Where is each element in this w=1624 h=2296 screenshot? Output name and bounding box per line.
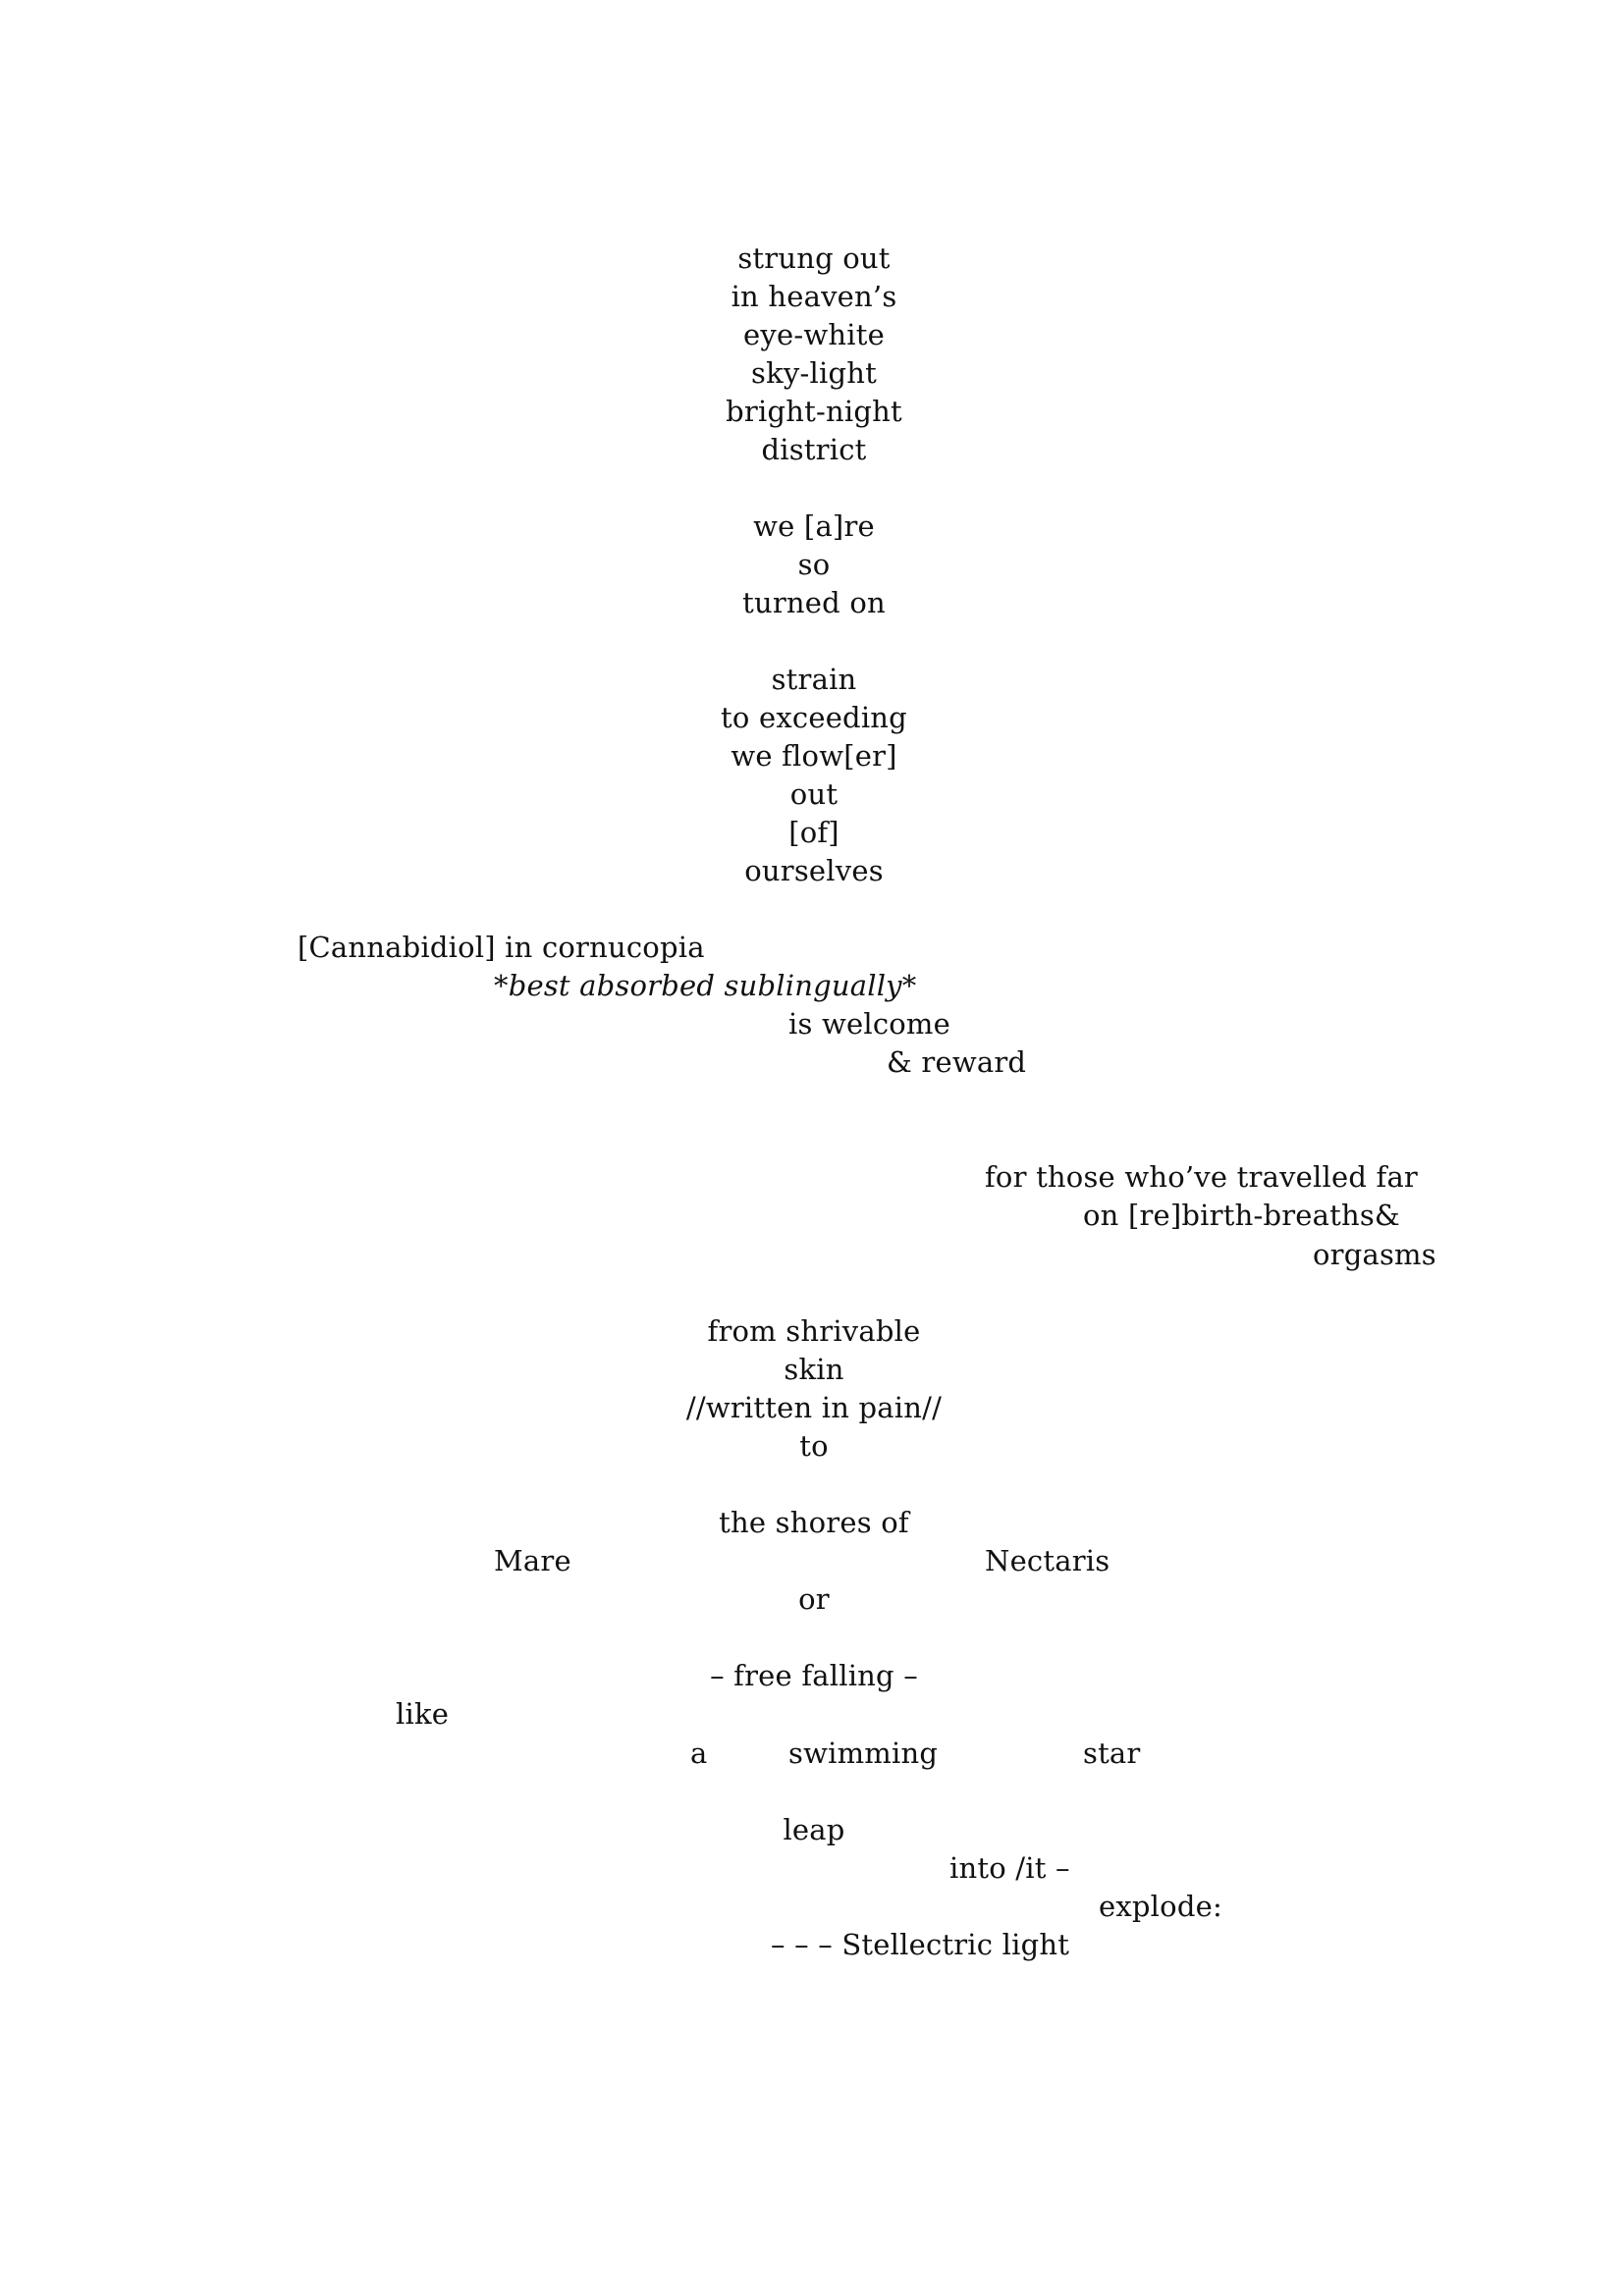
poem-line: orgasms (1313, 1238, 1436, 1271)
poem-line: ourselves (744, 854, 884, 887)
poem-line: [Cannabidiol] in cornucopia (298, 931, 705, 964)
poem-word: star (1083, 1736, 1141, 1770)
poem-line: turned on (742, 586, 886, 619)
poem-line: //written in pain// (685, 1391, 943, 1424)
poem-line: strain (771, 663, 857, 696)
poem-line: – – – Stellectric light (771, 1928, 1070, 1961)
poem-line-italic: *best absorbed sublingually* (494, 969, 917, 1002)
poem-line: – free falling – (710, 1659, 918, 1692)
poem-line: to (799, 1429, 829, 1463)
poem-line: is welcome (788, 1007, 950, 1041)
poem-line: eye-white (743, 318, 885, 351)
poem-line: bright-night (726, 395, 902, 428)
poem-line: in heaven’s (731, 280, 897, 313)
poem-word: Mare (494, 1544, 571, 1577)
poem-line: or (798, 1582, 830, 1616)
poem-line: strung out (737, 241, 891, 275)
poem-line: skin (784, 1353, 844, 1386)
poem-word: a (690, 1736, 708, 1770)
poem-line: out (789, 777, 839, 811)
poem-word: like (396, 1697, 450, 1731)
poem-word: Nectaris (985, 1544, 1110, 1577)
poem-line: so (797, 548, 831, 581)
poem-line: into /it – (949, 1851, 1070, 1885)
poem-line: on [re]birth-breaths& (1083, 1199, 1400, 1232)
poem-line: we flow[er] (731, 739, 897, 773)
poem-line: & reward (887, 1045, 1027, 1079)
poem-line: leap (783, 1813, 845, 1846)
poem-line: to exceeding (721, 701, 907, 734)
poem-line: explode: (1099, 1890, 1222, 1923)
poem-line: from shrivable (707, 1314, 921, 1348)
poem-line: [of] (788, 816, 839, 849)
poem-line: the shores of (719, 1506, 909, 1539)
poem-word: swimming (788, 1736, 939, 1770)
poem-line: for those who’ve travelled far (985, 1160, 1418, 1194)
poem-line: sky-light (751, 356, 877, 390)
poem-line: district (761, 433, 867, 466)
poem-line: we [a]re (753, 509, 875, 543)
